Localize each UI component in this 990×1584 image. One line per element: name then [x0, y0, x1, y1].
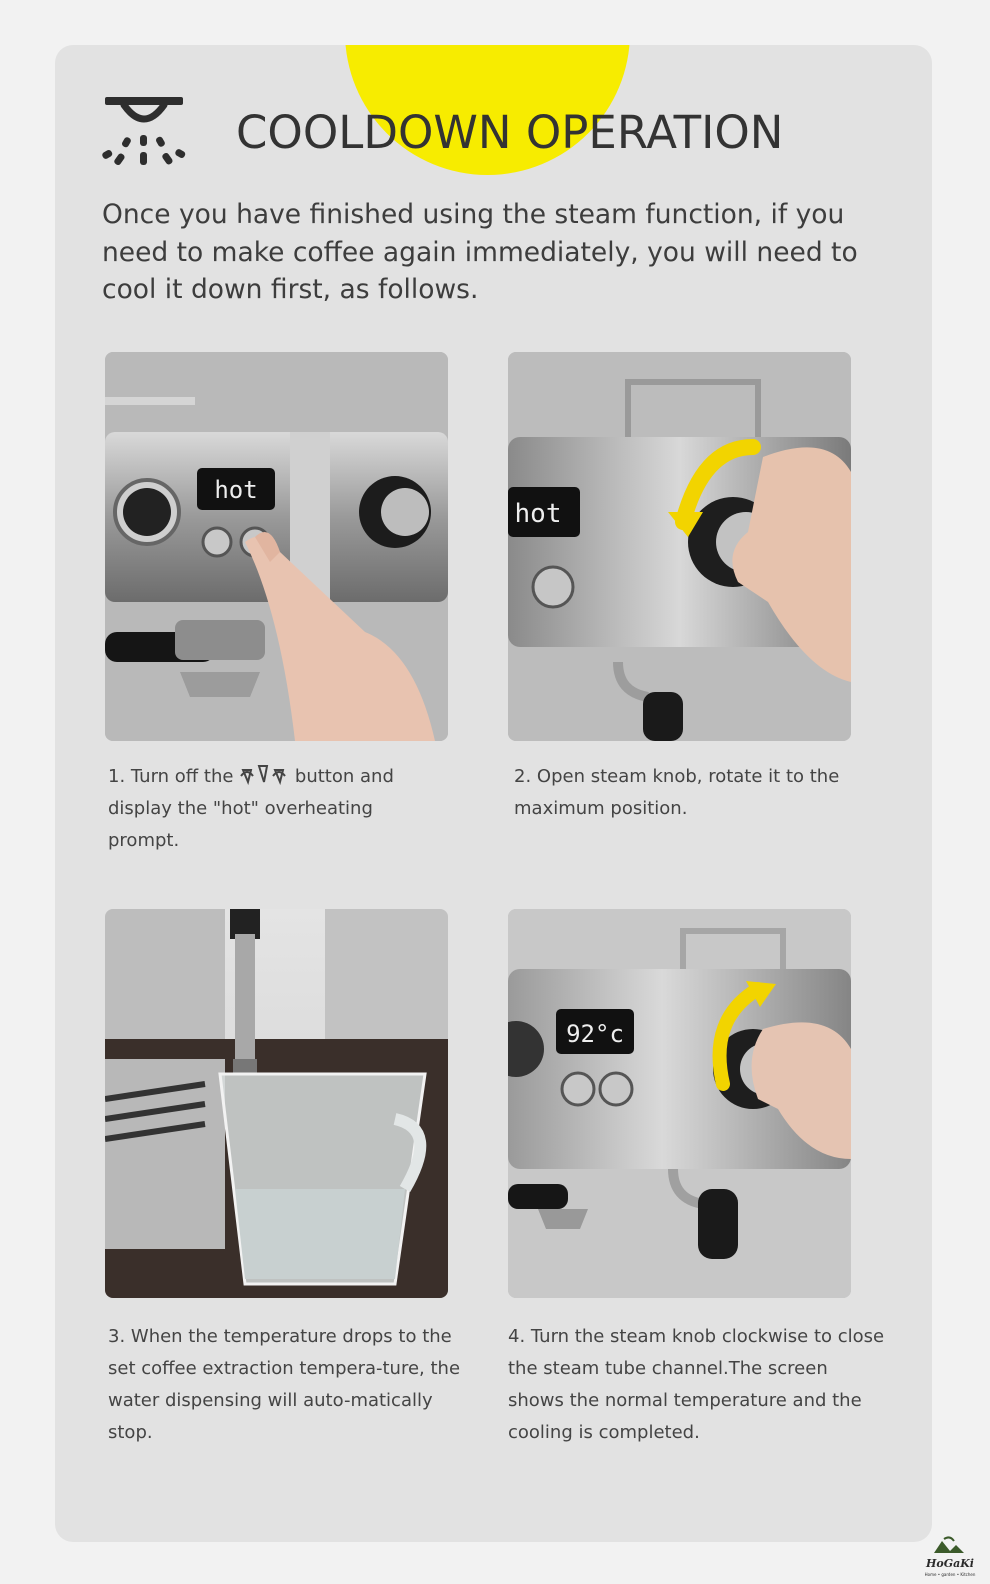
step3-text: 3. When the temperature drops to the set coffee extraction tempera-ture, the water dispensing will auto-matically stop.	[108, 1326, 461, 1443]
step4-photo	[508, 909, 851, 1298]
svg-text:HoGaKi: HoGaKi	[926, 1557, 974, 1570]
step1-text: 1. Turn off the button and display the "hot" overheating prompt.	[108, 766, 394, 851]
step4-text: 4. Turn the steam knob clockwise to close the steam tube channel.The screen shows the normal temperature and the cooling is completed.	[508, 1326, 885, 1443]
cooldown-card	[55, 45, 932, 1542]
step2-photo	[508, 352, 851, 741]
step1-photo	[105, 352, 448, 741]
display-readout: hot	[514, 499, 562, 529]
brand-logo	[920, 1535, 980, 1579]
display-readout: hot	[214, 476, 258, 504]
step3-photo	[105, 909, 448, 1298]
intro-text: Once you have finished using the steam function, if you need to make coffee again immediately, you will need to cool it down first, as follows.	[102, 199, 858, 305]
step2-text: 2. Open steam knob, rotate it to the maximum position.	[514, 766, 840, 819]
display-readout: 92°c	[566, 1020, 624, 1048]
steam-button-icon	[239, 764, 289, 786]
svg-text:Home • garden • Kitchen: Home • garden • Kitchen	[924, 1572, 976, 1577]
steam-icon	[102, 95, 192, 175]
page-title: COOLDOWN OPERATION	[236, 106, 784, 159]
